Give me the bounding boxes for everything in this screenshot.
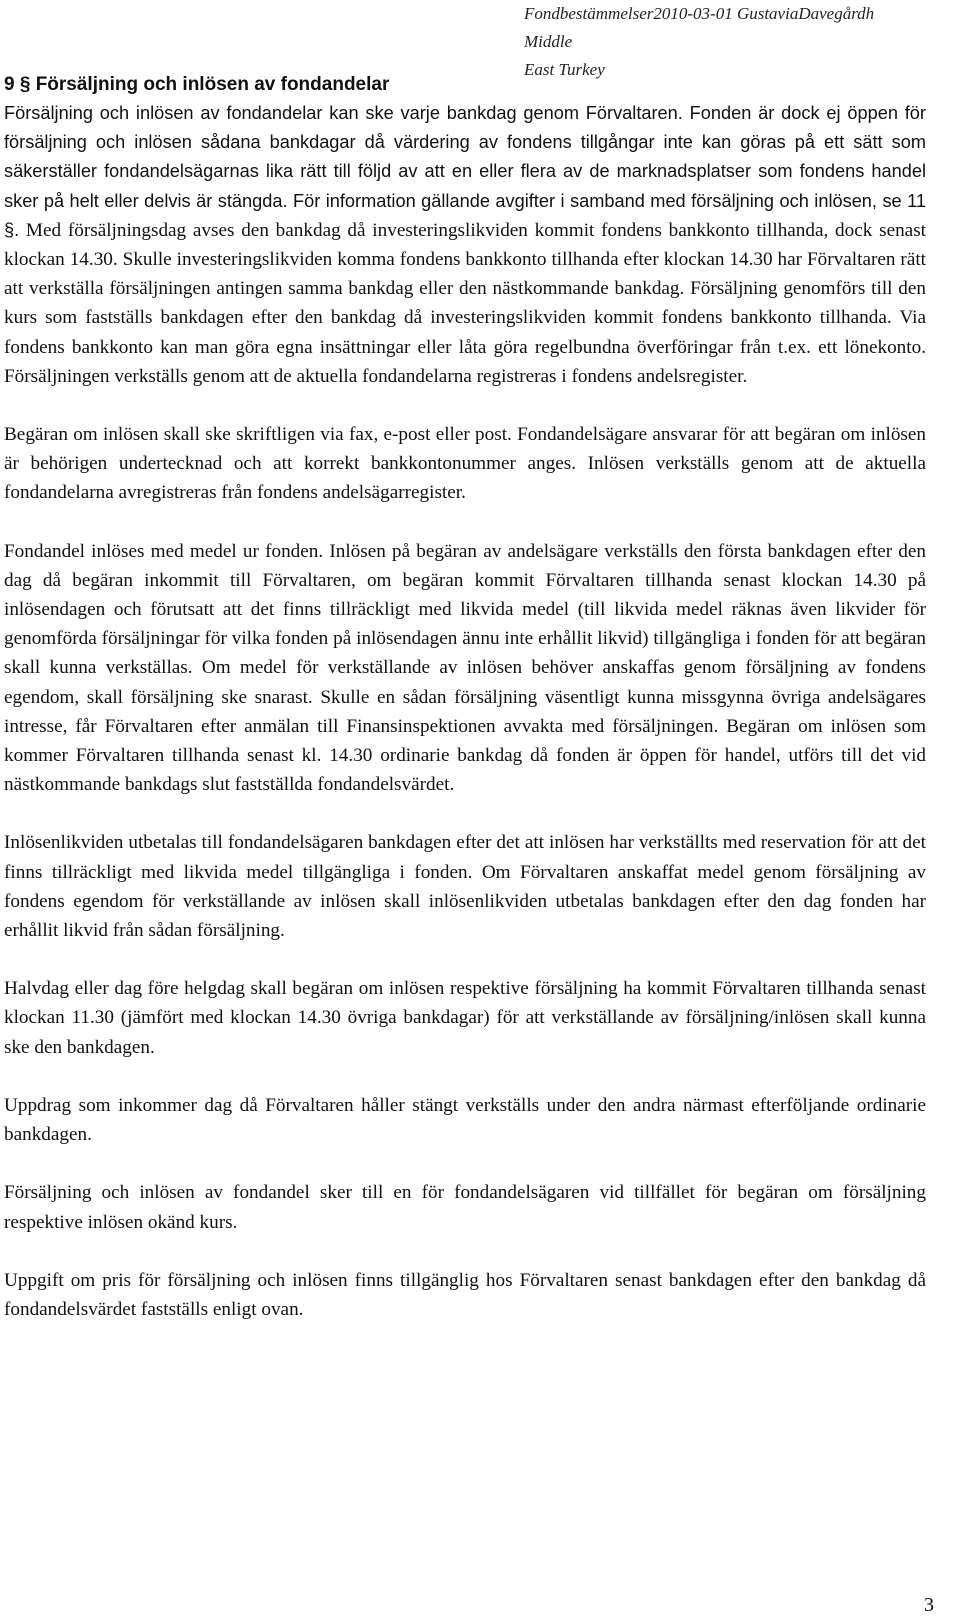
paragraph-redemption-process: Fondandel inlöses med medel ur fonden. Inlösen på begäran av andelsägare verkställs den första bankdagen efter den dag då begäran inkommit till Förvaltaren, om begäran kommit Förvaltaren tillhanda senast klockan 14.30 på inlösendagen och förutsatt att det finns tillräckligt med likvida medel (till likvida medel räknas även likvider för genomförda försäljningar för vilka fonden på inlösendagen ännu inte erhållit likvid) tillgängliga i fonden för att begäran skall kunna verkställas. Om medel för verkställande av inlösen behöver anskaffas genom försäljning av fondens egendom, skall försäljning ske snarast. Skulle en sådan försäljning väsentligt kunna missgynna övriga andelsägares intresse, får Förvaltaren efter anmälan till Finansinspektionen avvakta med försäljningen. Begäran om inlösen som kommer Förvaltaren tillhanda senast kl. 14.30 ordinarie bankdag då fonden är öppen för handel, utförs till det vid nästkommande bankdags slut fastställda fondandelsvärdet. xyxy=(4,540,926,796)
paragraph-unknown-price: Försäljning och inlösen av fondandel sker till en för fondandelsägaren vid tillfället för begäran om försäljning respektive inlösen okänd kurs. xyxy=(4,1182,926,1233)
document-body xyxy=(4,70,926,1324)
paragraph-sale-and-redemption xyxy=(4,99,926,391)
paragraph-price-info: Uppgift om pris för försäljning och inlösen finns tillgänglig hos Förvaltaren senast bankdagen efter den bankdag då fondandelsvärdet fastställs enligt ovan. xyxy=(4,1269,926,1320)
paragraph-half-day: Halvdag eller dag före helgdag skall begäran om inlösen respektive försäljning ha kommit Förvaltaren tillhanda senast klockan 11.30 (jämfört med klockan 14.30 övriga bankdagar) för att verkställande av försäljning/inlösen skall kunna ske den bankdagen. xyxy=(4,978,926,1058)
header-line-2: East Turkey xyxy=(524,60,605,79)
section-heading: 9 § Försäljning och inlösen av fondandelar xyxy=(4,74,390,95)
paragraph-closed-days-text: Fonden är dock ej öppen för försäljning och inlösen sådana bankdagar då värdering av fondens tillgångar inte kan göras på ett sätt som säkerställer fondandelsägarnas lika rätt till följd av att en eller flera av de marknadsplatser som fondens handel sker på helt eller delvis är stängda. För information gällande avgifter i samband med försäljning och inlösen, se 11 §. xyxy=(4,103,926,240)
paragraph-closed-day-orders: Uppdrag som inkommer dag då Förvaltaren håller stängt verkställs under den andra närmast efterföljande ordinarie bankdagen. xyxy=(4,1094,926,1146)
paragraph-intro-text: Försäljning och inlösen av fondandelar kan ske varje bankdag genom Förvaltaren. xyxy=(4,103,683,123)
header-line-1: Fondbestämmelser2010-03-01 GustaviaDavegårdh Middle xyxy=(524,4,875,51)
paragraph-sale-day-text: Med försäljningsdag avses den bankdag då investeringslikviden kommit fondens bankkonto tillhanda, dock senast klockan 14.30. Skulle investeringslikviden komma fondens bankkonto tillhanda efter klockan 14.30 har Förvaltaren rätt att verkställa försäljningen antingen samma bankdag eller den nästkommande bankdag. Försäljning genomförs till den kurs som fastställs bankdagen efter den bankdag då investeringslikviden kommit fondens bankkonto tillhanda. Via fondens bankkonto kan man göra egna insättningar eller låta göra regelbundna överföringar från t.ex. ett lönekonto. Försäljningen verkställs genom att de aktuella fondandelarna registreras i fondens andelsregister. xyxy=(4,219,926,387)
page-number: 3 xyxy=(924,1594,934,1616)
paragraph-redemption-request: Begäran om inlösen skall ske skriftligen via fax, e-post eller post. Fondandelsägare ansvarar för att begäran om inlösen är behörigen undertecknad och att korrekt bankkontonummer anges. Inlösen verkställs genom att de aktuella fondandelarna avregistreras från fondens andelsägarregister. xyxy=(4,424,926,504)
paragraph-redemption-payout: Inlösenlikviden utbetalas till fondandelsägaren bankdagen efter det att inlösen har verkställts med reservation för att det finns tillräckligt med likvida medel tillgängliga i fonden. Om Förvaltaren anskaffat medel genom försäljning av fondens egendom för verkställande av inlösen skall inlösenlikviden utbetalas bankdagen efter den dag fonden har erhållit likvid från sådan försäljning. xyxy=(4,832,926,942)
